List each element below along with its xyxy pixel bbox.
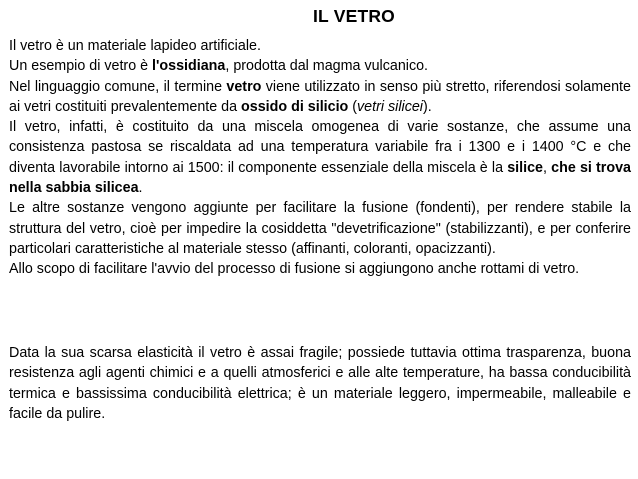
paragraph-properties: Data la sua scarsa elasticità il vetro è assai fragile; possiede tuttavia ottima trasparenza, buona resistenza agli agenti chimici e a quelli atmosferici e alle alte temperature, ha bassa conducibilità termica e bassissima conducibilità elettrica; è un materiale leggero, impermeabile, malleabile e facile da pulire.: [9, 345, 631, 422]
bold-term-ossidiana: l'ossidiana: [152, 58, 226, 75]
paragraph-recycled-glass: Allo scopo di facilitare l'avvio del processo di fusione si aggiungono anche rottami di vetro.: [9, 261, 580, 278]
paragraph-common-language: [9, 77, 631, 118]
paragraph-definition: Il vetro è un materiale lapideo artificiale.: [9, 38, 261, 54]
italic-term-vetri-silicei: vetri silicei: [357, 98, 423, 115]
bold-term-silice: silice: [507, 159, 543, 176]
paragraph-composition: [9, 117, 631, 198]
text-span: Il vetro, infatti, è costituito da una miscela omogenea di varie sostanze, che assume una consistenza pastosa se riscaldata ad una temperatura variabile fra i 1300 e i 1400 °C e che diventa lavorabile intorno ai 1500: il componente essenziale della miscela è la: [9, 119, 631, 176]
text-block-intro: [9, 36, 631, 280]
text-span: Nel linguaggio comune, il termine: [9, 78, 227, 95]
text-span: ).: [422, 98, 432, 115]
text-block-properties: [9, 343, 631, 424]
bold-term-sabbia-silicea: che si trova nella sabbia silicea: [9, 159, 631, 197]
bold-term-ossido-di-silicio: ossido di silicio: [241, 98, 349, 115]
page-title: IL VETRO: [313, 6, 395, 26]
paragraph-other-substances: Le altre sostanze vengono aggiunte per facilitare la fusione (fondenti), per rendere stabile la struttura del vetro, cioè per impedire la cosiddetta "devetrificazione" (stabilizzanti), e per conferire particolari caratteristiche al materiale stesso (affinanti, coloranti, opacizzanti).: [9, 200, 631, 257]
paragraph-obsidian-example: [9, 56, 631, 76]
text-span: .: [138, 180, 143, 197]
text-span: (: [348, 98, 358, 115]
text-span: Un esempio di vetro è: [9, 58, 153, 75]
bold-term-vetro: vetro: [226, 78, 262, 95]
text-span: ,: [543, 159, 552, 176]
text-span: viene utilizzato in senso più stretto, riferendosi solamente ai vetri costituiti prevalentemente da: [9, 78, 631, 115]
text-span: , prodotta dal magma vulcanico.: [225, 58, 429, 75]
